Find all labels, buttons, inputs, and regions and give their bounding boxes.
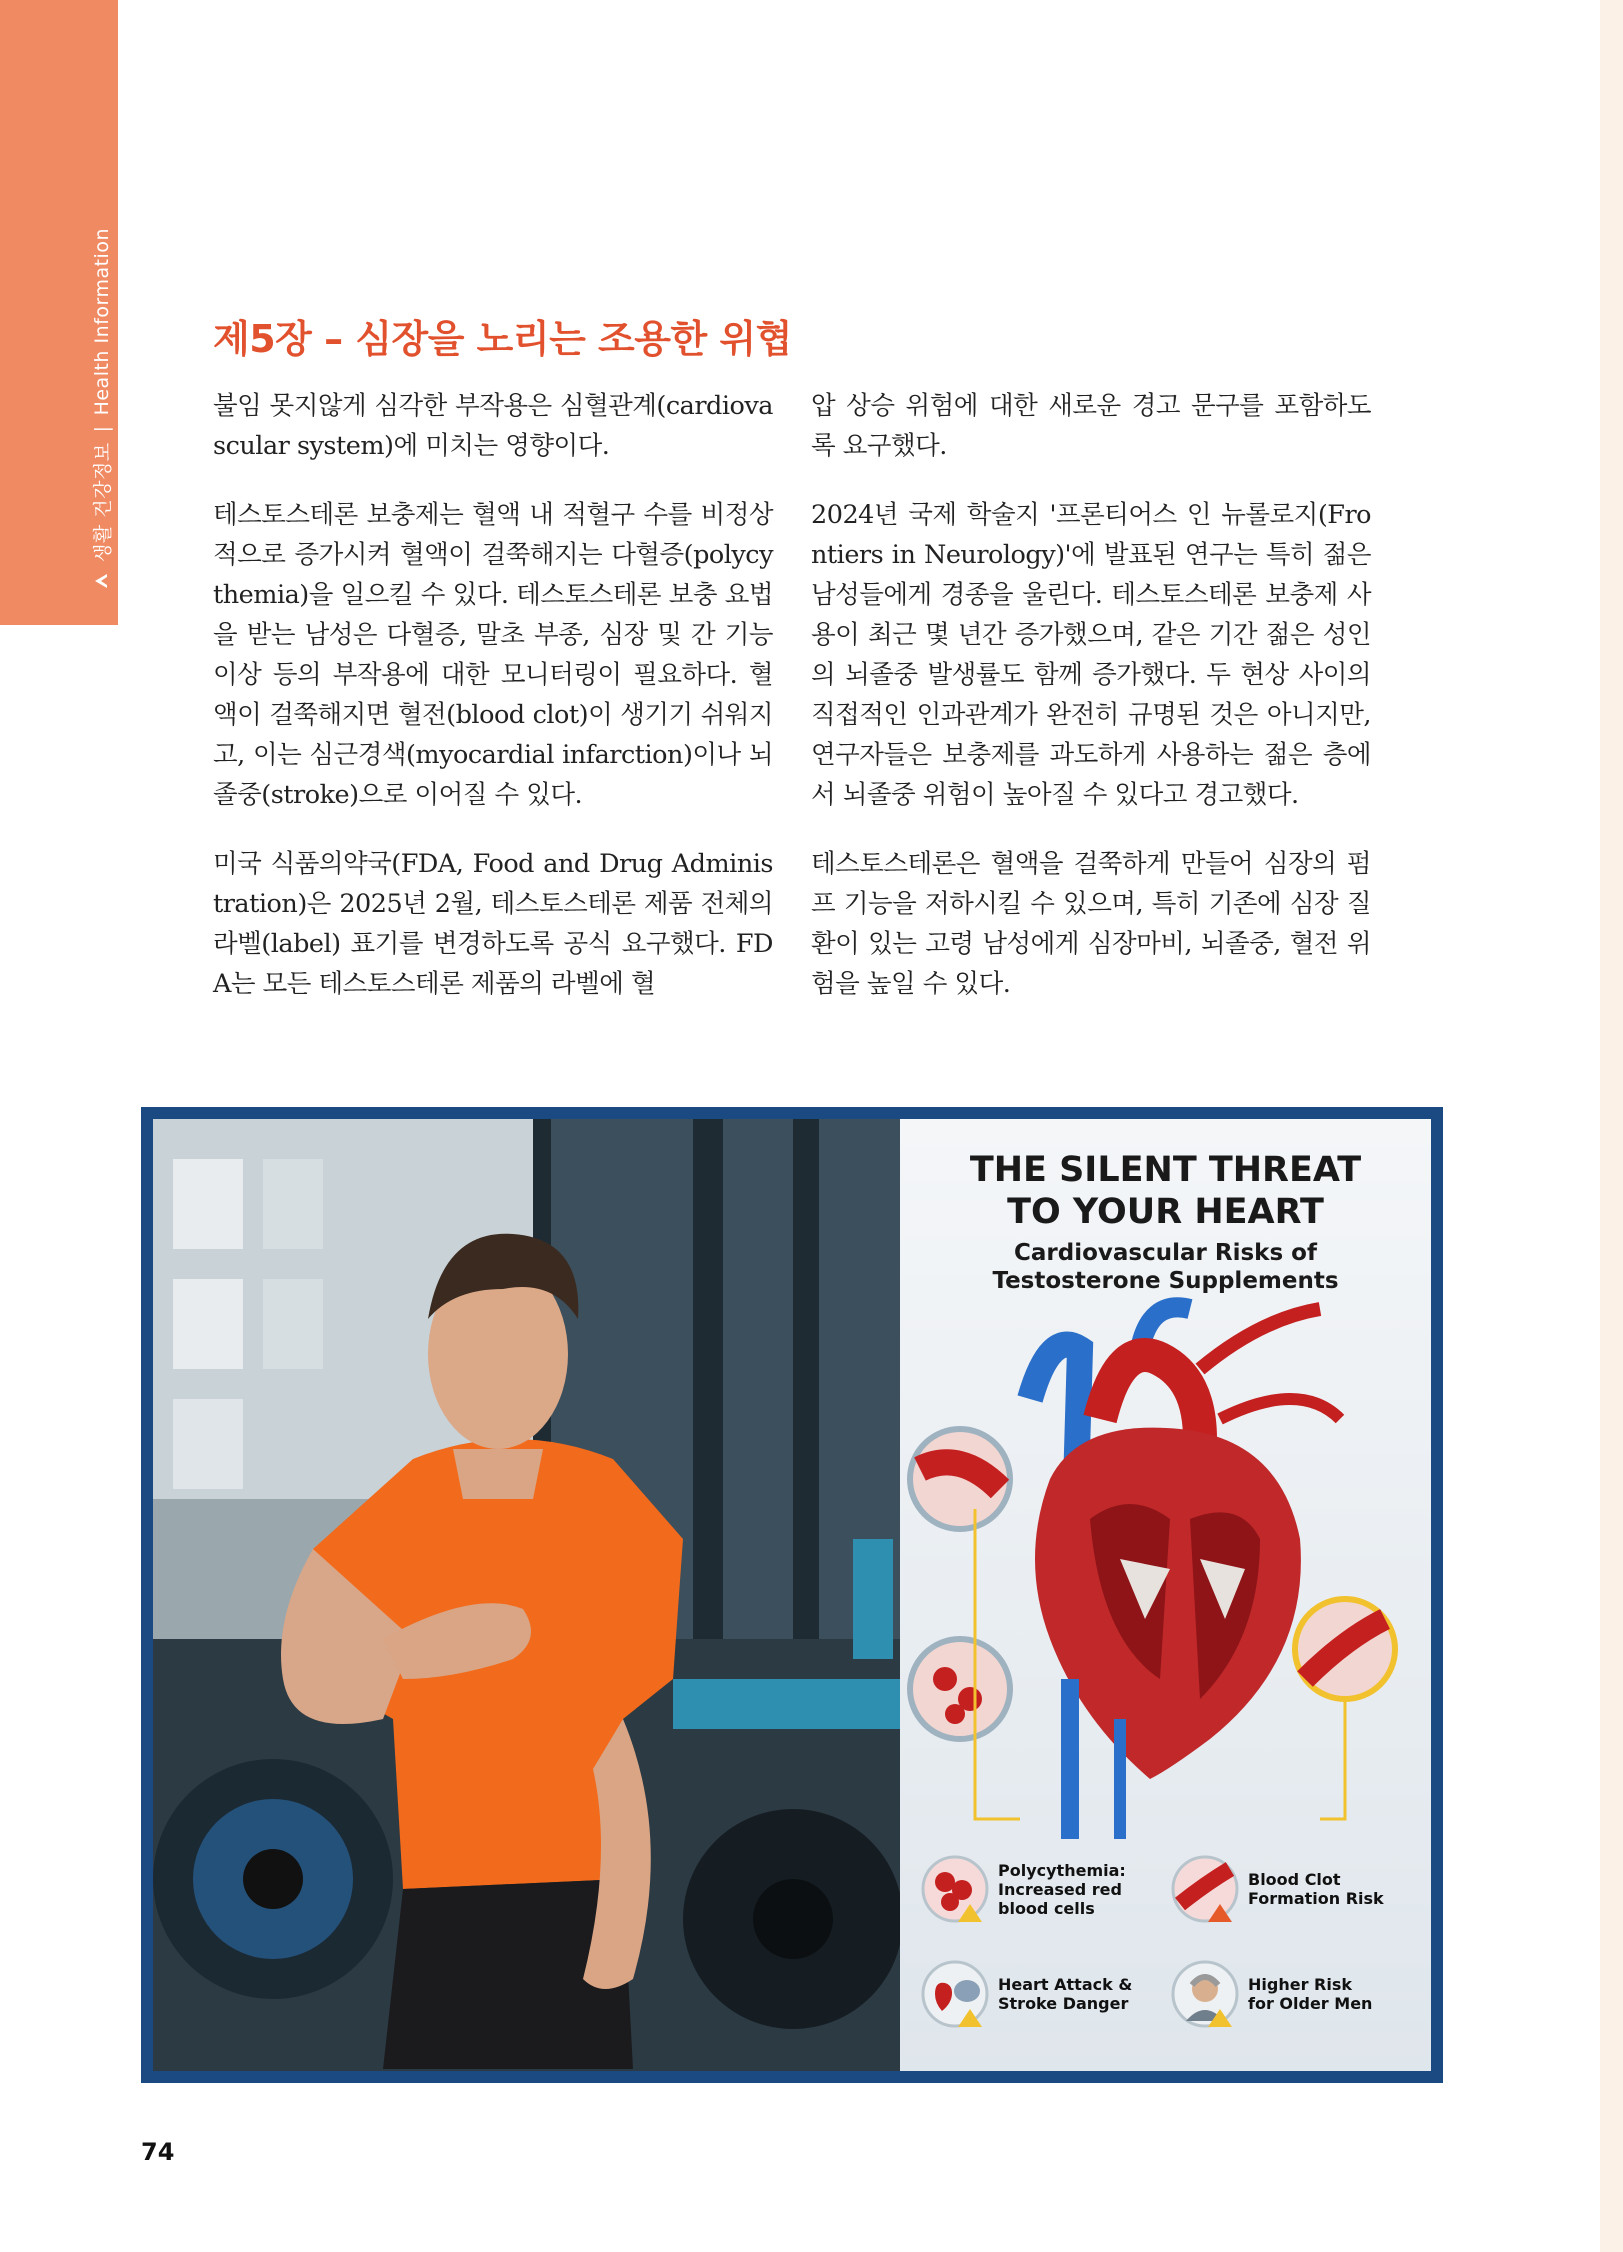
red-blood-cells-icon xyxy=(920,1854,990,1924)
infographic-panel xyxy=(900,1119,1431,2071)
heart-brain-icon xyxy=(920,1959,990,2029)
legend-item-blood-clot xyxy=(1170,1854,1384,1924)
page-edge-strip xyxy=(1600,0,1623,2252)
legend-label: Polycythemia: Increased red blood cells xyxy=(998,1860,1126,1918)
body-column-left xyxy=(213,386,773,1033)
section-label-ko: 생활 건강정보 xyxy=(92,442,114,562)
legend-label: Heart Attack & Stroke Danger xyxy=(998,1975,1133,2013)
chapter-title: 제5장 – 심장을 노리는 조용한 위협 xyxy=(213,317,792,361)
body-column-right xyxy=(811,386,1371,1033)
page-number: 74 xyxy=(141,2138,175,2166)
legend-item-heart-attack xyxy=(920,1959,1132,2029)
blood-clot-artery-icon xyxy=(1170,1854,1240,1924)
legend-item-older-men xyxy=(1170,1959,1372,2029)
legend-label: Higher Risk for Older Men xyxy=(1248,1975,1373,2013)
paragraph: 미국 식품의약국(FDA, Food and Drug Administration)은 2025년 2월, 테스토스테론 제품 전체의 라벨(label) 표기를 변경하도록 공식 요구했다. FDA는 모든 테스토스테론 제품의 라벨에 혈 xyxy=(213,849,773,999)
older-man-icon xyxy=(1170,1959,1240,2029)
paragraph: 압 상승 위험에 대한 새로운 경고 문구를 포함하도록 요구했다. xyxy=(811,391,1371,461)
section-label xyxy=(88,228,115,590)
figure-frame xyxy=(141,1107,1443,2083)
legend-label: Blood Clot Formation Risk xyxy=(1248,1870,1384,1908)
man-chest-pain-gym-photo xyxy=(153,1119,900,2071)
section-label-en: Health Information xyxy=(90,228,113,416)
infographic-subtitle: Cardiovascular Risks of Testosterone Supplements xyxy=(992,1240,1339,1294)
paragraph: 테스토스테론 보충제는 혈액 내 적혈구 수를 비정상적으로 증가시켜 혈액이 걸쭉해지는 다혈증(polycythemia)을 일으킬 수 있다. 테스토스테론 보충 요법을 받는 남성은 다혈증, 말초 부종, 심장 및 간 기능 이상 등의 부작용에 대한 모니터링이 필요하다. 혈액이 걸쭉해지면 혈전(blood clot)이 생기기 쉬워지고, 이는 심근경색(myocardial infarction)이나 뇌졸중(stroke)으로 이어질 수 있다. xyxy=(213,500,773,810)
paragraph: 2024년 국제 학술지 '프론티어스 인 뉴롤로지(Frontiers in Neurology)'에 발표된 연구는 특히 젊은 남성들에게 경종을 울린다. 테스토스테론 보충제 사용이 최근 몇 년간 증가했으며, 같은 기간 젊은 성인의 뇌졸중 발생률도 함께 증가했다. 두 현상 사이의 직접적인 인과관계가 완전히 규명된 것은 아니지만, 연구자들은 보충제를 과도하게 사용하는 젊은 층에서 뇌졸중 위험이 높아질 수 있다고 경고했다. xyxy=(811,500,1371,810)
infographic-title: THE SILENT THREAT TO YOUR HEART xyxy=(969,1150,1362,1232)
section-label-separator: | xyxy=(90,425,113,433)
triangle-logo-icon xyxy=(93,572,111,590)
legend-item-polycythemia xyxy=(920,1854,1126,1924)
paragraph: 테스토스테론은 혈액을 걸쭉하게 만들어 심장의 펌프 기능을 저하시킬 수 있으며, 특히 기존에 심장 질환이 있는 고령 남성에게 심장마비, 뇌졸중, 혈전 위험을 높일 수 있다. xyxy=(811,849,1371,999)
paragraph: 불임 못지않게 심각한 부작용은 심혈관계(cardiovascular system)에 미치는 영향이다. xyxy=(213,391,773,461)
